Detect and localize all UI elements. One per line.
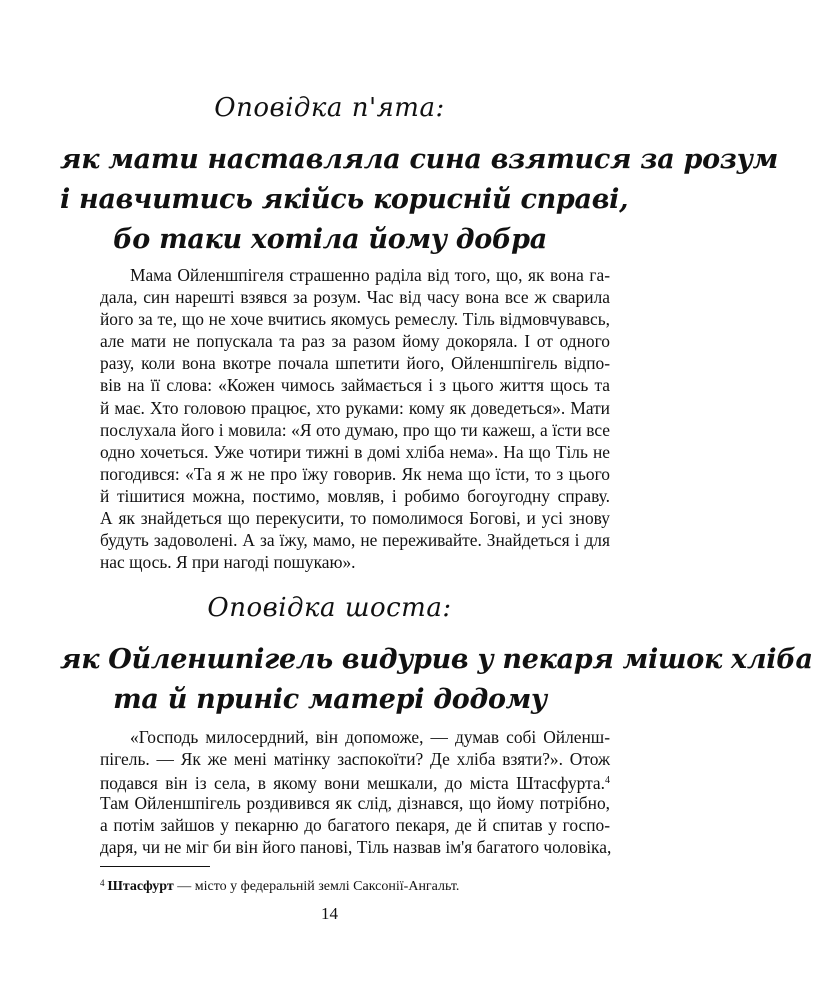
text-line: подався він із села, в якому вони мешкали, до міста Штасфурта.	[100, 773, 605, 794]
story5-title	[60, 140, 778, 260]
text-line: й тішитися можна, постимо, мовляв, і робимо богоугодну справу.	[100, 485, 610, 506]
text-line: А як знайдеться що перекусити, то помолимося Богові, и усі знову	[100, 508, 610, 529]
footnote-term: Штасфурт	[107, 879, 174, 894]
story5-title-line: бо таки хотіла йому добра	[113, 224, 547, 255]
footnote-number: 4	[100, 878, 105, 888]
story5-title-line: як мати наставляла сина взятися за розум	[60, 144, 778, 175]
text-line: а потім зайшов у пекарню до багатого пекаря, де й спитав у госпо-	[100, 815, 610, 836]
text-line: нас щось. Я при нагоді пошукаю».	[100, 552, 356, 573]
text-line: й має. Хто головою працює, хто руками: кому як доведеться». Мати	[100, 397, 610, 418]
footnote-divider	[100, 866, 210, 867]
text-line: разу, коли вона вкотре почала шпетити його, Ойленшпігель відпо-	[100, 353, 610, 374]
story6-title-line: та й приніс матері додому	[113, 684, 547, 715]
text-line: Там Ойленшпігель роздивився як слід, дізнався, що йому потрібно,	[100, 793, 610, 814]
text-line: «Господь милосердний, він допоможе, — думав собі Ойленш-	[130, 727, 610, 747]
text-line: погодився: «Та я ж не про їжу говорив. Як нема що їсти, то з цього	[100, 463, 610, 484]
story6-paragraph	[100, 726, 610, 859]
story6-title	[60, 640, 813, 720]
text-line: послухала його і мовила: «Я ото думаю, про що ти кажеш, а їсти все	[100, 419, 610, 440]
text-line: але мати не попускала та раз за разом йому докоряла. І от одного	[100, 331, 610, 352]
text-line: одно хочеться. Уже чотири тижні в домі хліба нема». На що Тіль не	[100, 441, 610, 462]
page-number: 14	[321, 904, 338, 923]
text-line: дала, син нарешті взявся за розум. Час від часу вона все ж сварила	[100, 287, 610, 308]
text-line: пігель. — Як же мені матінку заспокоїти? Де хліба взяти?». Отож	[100, 749, 610, 770]
story5-paragraph	[100, 264, 610, 573]
story5-title-line: і навчитись якійсь корисній справі,	[60, 184, 629, 215]
text-line: будуть задоволені. А за їжу, мамо, не переживайте. Знайдеться і для	[100, 530, 610, 551]
footnote	[100, 874, 610, 896]
story5-label: Оповідка п'ята:	[214, 93, 445, 123]
story6-label: Оповідка шоста:	[207, 593, 452, 623]
text-line: вів на її слова: «Кожен чимось займається і з цього життя щось та	[100, 375, 610, 396]
text-line: Мама Ойленшпігеля страшенно раділа від того, що, як вона га-	[130, 265, 610, 285]
footnote-ref-mark[interactable]: 4	[605, 775, 610, 787]
story6-title-line: як Ойленшпігель видурив у пекаря мішок хліба	[60, 644, 813, 675]
text-line: його за те, що не хоче вчитись якомусь ремеслу. Тіль відмовчувавсь,	[100, 309, 610, 330]
footnote-text: — місто у федеральній землі Саксонії-Ангальт.	[173, 879, 460, 894]
text-line: даря, чи не міг би він його панові, Тіль назвав ім'я багатого чоловіка,	[100, 837, 612, 858]
text-line-with-ref	[100, 770, 610, 792]
